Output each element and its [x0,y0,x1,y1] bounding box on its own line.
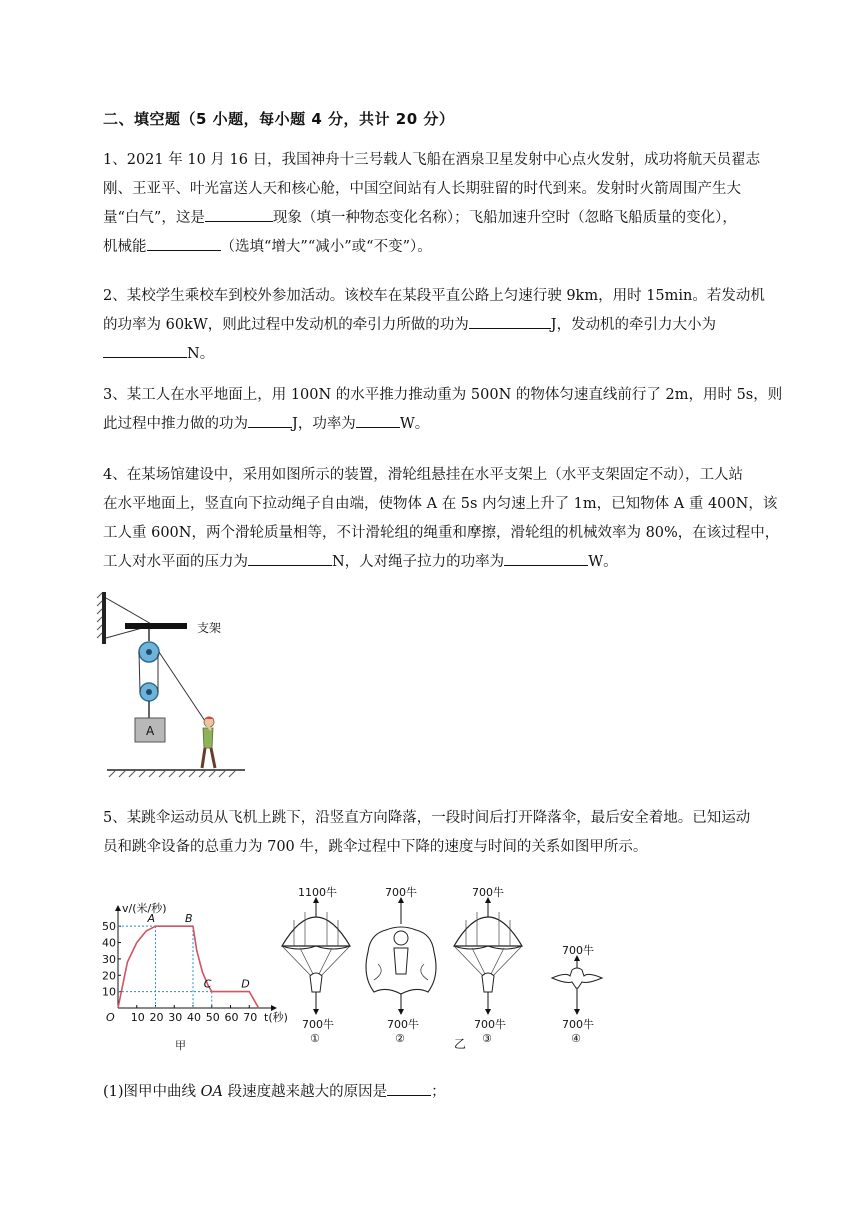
wall-hatching [97,593,102,638]
q4-text-4a: 工人对水平面的压力为 [103,554,248,570]
question-2 [103,282,803,369]
x-tick-label: 30 [168,1011,183,1024]
parachute-diagram-2 [366,885,436,1045]
graph-point-labels [147,912,250,990]
q3-answer-blank-2[interactable] [356,410,400,428]
q3-text-2b: J，功率为 [292,416,356,432]
q1-line-4 [103,233,803,262]
pulley-system-figure [95,588,255,784]
q5-line-2: 员和跳伞设备的总重力为 700 牛，跳伞过程中下降的速度与时间的关系如图甲所示。 [103,839,648,855]
q3-text-2a: 此过程中推力做的功为 [103,416,248,432]
ground-hatching [109,770,236,777]
p3-up-force-label: 700牛 [472,886,504,899]
q1-line-3 [103,204,803,233]
y-tick-label: 50 [102,920,116,934]
p4-down-force-label: 700牛 [562,1018,594,1031]
q2-text-2a: 的功率为 60kW，则此过程中发动机的牵引力所做的功为 [103,317,469,333]
x-tick-label: 40 [187,1011,201,1024]
p3-number: ③ [482,1032,492,1045]
block-a-label: A [146,724,155,738]
q1-answer-blank-2[interactable] [147,233,221,251]
p4-up-force-label: 700牛 [562,944,594,957]
q2-answer-blank-1[interactable] [469,311,551,329]
velocity-curve [118,926,259,1008]
q2-text-3b: N。 [187,346,215,362]
figure-caption: 乙 [454,1037,467,1051]
origin-label: O [106,1011,115,1024]
parachute-canopy-3 [454,917,522,946]
p1-down-force-label: 700牛 [302,1018,334,1031]
q2-line-3 [103,340,803,369]
q3-answer-blank-1[interactable] [248,410,292,428]
q4-line-4 [103,548,803,577]
q1-text-4b: （选填“增大”“减小”或“不变”）。 [220,239,432,255]
q1-answer-blank-1[interactable] [205,204,273,222]
p2-down-force-label: 700牛 [387,1018,419,1031]
q5-line-1: 5、某跳伞运动员从飞机上跳下，沿竖直方向降落，一段时间后打开降落伞，最后安全着地。已知运动 [103,810,751,826]
question-5 [103,804,803,862]
graph-curve [118,926,259,1008]
q1-text-4a: 机械能 [103,239,147,255]
q3-text-2c: W。 [399,416,430,432]
p2-up-force-label: 700牛 [385,886,417,899]
q5-sub1-text-oa: OA [200,1084,224,1100]
graph-caption: 甲 [175,1039,186,1052]
parachute-canopy-1 [282,917,350,946]
x-tick-label: 20 [149,1011,164,1024]
p2-number: ② [395,1032,405,1045]
x-tick-label: 50 [205,1011,220,1024]
point-label-c: C [203,977,212,991]
parachute-diagram-1 [282,885,350,1045]
p1-up-force-label: 1100牛 [298,886,337,899]
y-tick-label: 30 [102,952,116,966]
question-1 [103,146,803,262]
y-tick-label: 40 [102,936,116,950]
q2-text-2b: J，发动机的牵引力大小为 [550,317,717,333]
point-label-a: A [147,912,156,926]
q4-answer-blank-1[interactable] [248,548,332,566]
q3-line-1: 3、某工人在水平地面上，用 100N 的水平推力推动重为 500N 的物体匀速直线前行了 2m，用时 5s，则 [103,387,783,403]
q5-sub1-text-c: 段速度越来越大的原因是 [223,1084,388,1100]
q1-text-3b: 现象（填一种物态变化名称）；飞船加速升空时（忽略飞船质量的变化）， [272,210,737,226]
q2-line-2 [103,311,803,340]
q5-sub1-answer-blank[interactable] [387,1078,431,1096]
worker-figure [202,717,215,769]
point-label-d: D [241,977,250,991]
q2-answer-blank-2[interactable] [103,340,187,358]
p3-down-force-label: 700牛 [474,1018,506,1031]
parachutist-1 [310,973,322,992]
point-label-b: B [185,912,193,926]
brace-cable-upper [106,598,153,625]
rope-left [139,652,140,692]
q5-sub1-text-d: ； [431,1084,446,1100]
rope-free-end [159,652,207,724]
q4-line-3: 工人重 600N，两个滑轮质量相等，不计滑轮组的绳重和摩擦，滑轮组的机械效率为 80%，在该过程中， [103,525,780,541]
question-5-sub-1 [103,1078,803,1107]
q2-line-1: 2、某校学生乘校车到校外参加活动。该校车在某段平直公路上匀速行驶 9km，用时 15min。若发动机 [103,288,765,304]
parachute-force-diagrams [270,880,620,1060]
question-3 [103,381,803,439]
x-tick-label: 10 [130,1011,145,1024]
question-4 [103,461,803,577]
y-tick-label: 20 [102,969,116,983]
q5-sub1-line [103,1078,803,1107]
x-tick-label: 60 [224,1011,239,1024]
x-tick-label: 70 [243,1011,258,1024]
section-heading: 二、填空题（5 小题，每小题 4 分，共计 20 分） [103,110,455,128]
q4-line-1: 4、在某场馆建设中，采用如图所示的装置，滑轮组悬挂在水平支架上（水平支架固定不动），工人站 [103,467,743,483]
p4-number: ④ [571,1032,581,1045]
y-tick-label: 10 [102,985,116,999]
parachutist-3 [482,973,494,992]
q1-line-1: 1、2021 年 10 月 16 日，我国神舟十三号载人飞船在酒泉卫星发射中心点火发射，成功将航天员翟志 [103,152,761,168]
velocity-time-graph [100,896,290,1056]
q4-text-4b: N，人对绳子拉力的功率为 [332,554,505,570]
support-label: 支架 [197,621,222,635]
q4-line-2: 在水平地面上，竖直向下拉动绳子自由端，使物体 A 在 5s 内匀速上升了 1m，已知物体 A 重 400N，该 [103,496,778,512]
parachute-diagram-3 [454,885,522,1045]
skydiver-landing [552,968,602,988]
q1-text-3a: 量“白气”，这是 [103,210,205,226]
q4-answer-blank-2[interactable] [504,548,588,566]
q3-line-2 [103,410,803,439]
p1-number: ① [310,1032,320,1045]
parachute-diagram-4 [552,943,602,1045]
y-axis-label: v/(米/秒) [122,902,167,915]
wall [102,592,106,644]
x-axis-label: t(秒) [264,1011,288,1024]
q1-line-2: 刚、王亚平、叶光富送人天和核心舱，中国空间站有人长期驻留的时代到来。发射时火箭周围产生大 [103,181,741,197]
graph-guide-lines [118,926,212,1008]
q4-text-4c: W。 [588,554,618,570]
q5-sub1-text-a: (1)图甲中曲线 [103,1084,201,1100]
support-beam [125,623,187,629]
